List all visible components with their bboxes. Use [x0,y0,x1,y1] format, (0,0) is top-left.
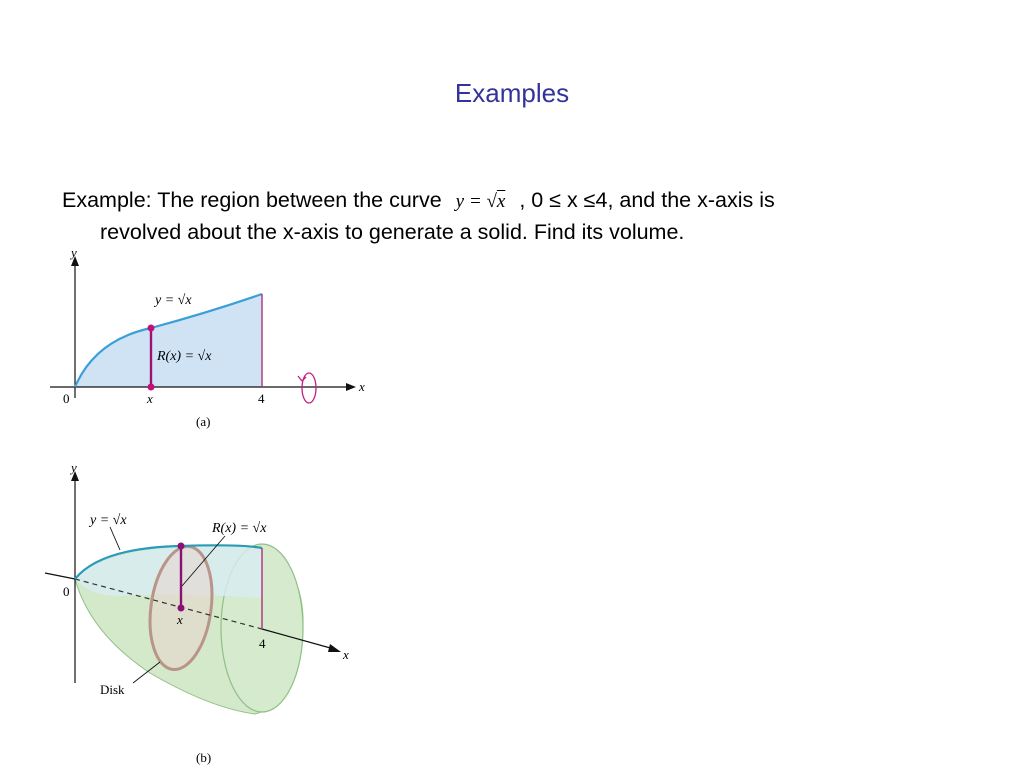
figure-b-caption: (b) [196,750,212,765]
x-axis-arrow [346,383,356,391]
figure-a [0,240,420,440]
rotation-icon [298,373,316,403]
formula-radicand: x [496,191,506,212]
axis-extension-left [45,573,75,579]
tick-zero: 0 [63,391,70,406]
tick-x: x [147,391,153,406]
formula-lhs: y = [455,191,482,212]
x-axis-label: x [343,647,349,662]
disk-label: Disk [100,682,125,697]
tick-four: 4 [258,391,265,406]
figure-b [0,458,420,768]
x-axis-label: x [359,379,365,394]
tick-x: x [177,612,183,627]
tick-four: 4 [259,636,266,651]
problem-line-1 [62,185,962,217]
radius-top-point [148,325,155,332]
radius-base-point [178,605,185,612]
problem-statement [62,185,962,247]
curve-label: y = √x [90,513,127,528]
radius-base-point [148,384,155,391]
x-axis-arrow [328,644,341,652]
slide-title: Examples [454,78,570,108]
curve-label: y = √x [155,293,192,308]
curve-formula: y = √x [455,191,506,212]
radius-top-point [178,543,185,550]
y-axis-label: y [71,245,77,260]
figure-a-caption: (a) [196,414,211,429]
tick-zero: 0 [63,584,70,599]
problem-prefix: Example: The region between the curve [62,188,442,212]
problem-suffix: , 0 ≤ x ≤4, and the x-axis is [519,188,775,212]
y-axis-label: y [71,460,77,475]
radius-label: R(x) = √x [212,521,267,536]
problem-line-2: revolved about the x-axis to generate a solid. Find its volume. [100,220,685,244]
radius-label: R(x) = √x [157,349,212,364]
curve-label-leader [110,527,120,550]
